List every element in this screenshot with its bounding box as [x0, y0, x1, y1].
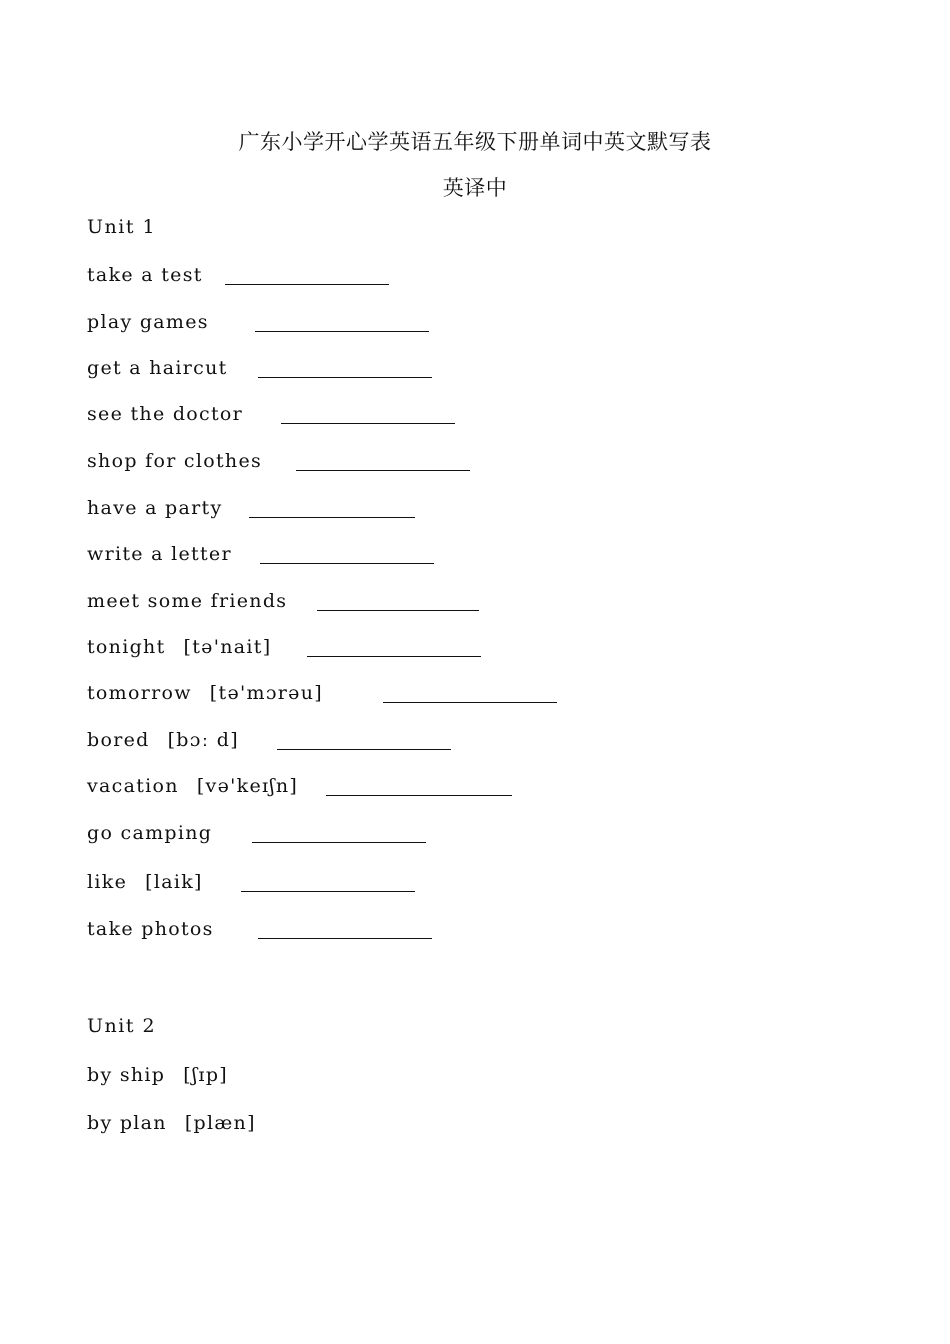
vocab-word: have a party: [87, 497, 223, 519]
vocab-row: [87, 590, 479, 612]
answer-blank[interactable]: [255, 331, 429, 332]
vocab-word: see the doctor: [87, 403, 244, 425]
vocab-word: like: [87, 871, 128, 893]
vocab-row: [87, 682, 557, 704]
vocab-row: [87, 357, 432, 379]
vocab-row: [87, 822, 426, 844]
unit-heading: Unit 1: [87, 216, 157, 238]
phonetic: [ʃɪp]: [183, 1064, 228, 1086]
document-title: 广东小学开心学英语五年级下册单词中英文默写表: [238, 130, 712, 154]
vocab-row: [87, 311, 429, 333]
answer-blank[interactable]: [296, 470, 470, 471]
answer-blank[interactable]: [249, 517, 415, 518]
answer-blank[interactable]: [225, 284, 389, 285]
vocab-row: [87, 497, 415, 519]
answer-blank[interactable]: [326, 795, 512, 796]
document-subtitle: 英译中: [442, 176, 508, 200]
vocab-word: write a letter: [87, 543, 232, 565]
vocab-row: [87, 264, 389, 286]
answer-blank[interactable]: [241, 891, 415, 892]
vocab-row: [87, 403, 455, 425]
phonetic: [bɔː d]: [167, 729, 239, 751]
vocab-word: meet some friends: [87, 590, 288, 612]
vocab-row: [87, 1064, 228, 1086]
answer-blank[interactable]: [281, 423, 455, 424]
vocab-row: [87, 918, 432, 940]
vocab-word: bored: [87, 729, 150, 751]
answer-blank[interactable]: [258, 938, 432, 939]
vocab-word: go camping: [87, 822, 213, 844]
vocab-word: by ship: [87, 1064, 166, 1086]
unit-heading: Unit 2: [87, 1015, 157, 1037]
answer-blank[interactable]: [260, 563, 434, 564]
vocab-word: shop for clothes: [87, 450, 263, 472]
vocab-row: [87, 871, 415, 893]
answer-blank[interactable]: [307, 656, 481, 657]
vocab-word: get a haircut: [87, 357, 228, 379]
vocab-word: tonight: [87, 636, 166, 658]
vocab-row: [87, 729, 451, 751]
phonetic: [və'keɪʃn]: [196, 775, 299, 797]
vocab-word: vacation: [87, 775, 179, 797]
vocab-word: by plan: [87, 1112, 167, 1134]
answer-blank[interactable]: [317, 610, 479, 611]
vocab-word: tomorrow: [87, 682, 192, 704]
vocab-word: play games: [87, 311, 209, 333]
vocab-row: [87, 1112, 256, 1134]
phonetic: [plæn]: [184, 1112, 256, 1134]
phonetic: [tə'nait]: [183, 636, 272, 658]
phonetic: [tə'mɔrəu]: [209, 682, 323, 704]
answer-blank[interactable]: [258, 377, 432, 378]
vocab-row: [87, 543, 434, 565]
vocab-word: take photos: [87, 918, 214, 940]
answer-blank[interactable]: [252, 842, 426, 843]
vocab-word: take a test: [87, 264, 203, 286]
phonetic: [laik]: [145, 871, 203, 893]
vocab-row: [87, 450, 470, 472]
answer-blank[interactable]: [383, 702, 557, 703]
vocab-row: [87, 775, 512, 797]
answer-blank[interactable]: [277, 749, 451, 750]
vocab-row: [87, 636, 481, 658]
